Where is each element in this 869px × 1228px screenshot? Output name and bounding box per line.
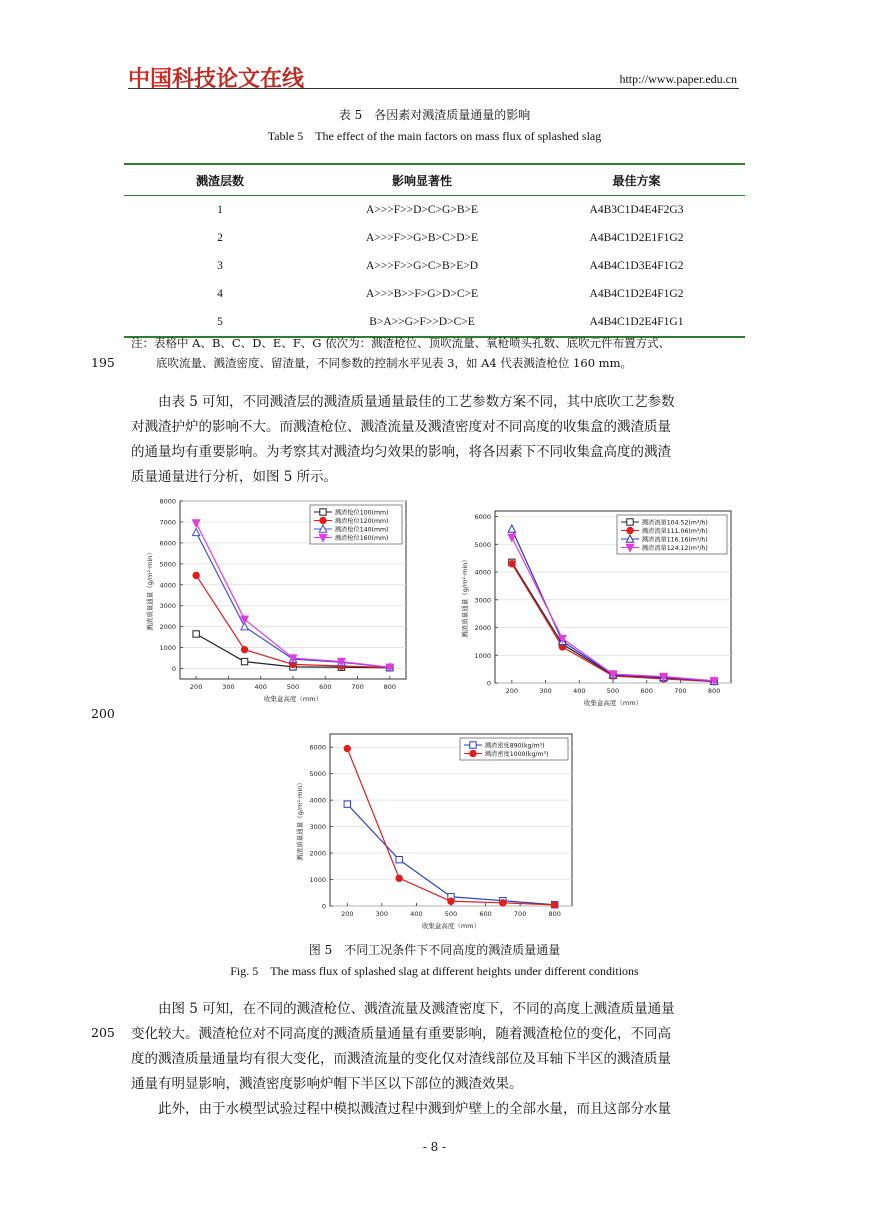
table-header-layers: 溅渣层数 xyxy=(124,164,316,196)
figure-caption-en: Fig. 5 The mass flux of splashed slag at different heights under different conditions xyxy=(230,964,639,978)
y-tick-label: 5000 xyxy=(474,540,491,549)
x-tick-label: 500 xyxy=(286,683,300,691)
y-axis-label: 溅渣质量通量（g/m²·min） xyxy=(146,549,154,631)
data-point xyxy=(448,898,454,904)
paragraph-line: 的通量均有重要影响。为考察其对溅渣均匀效果的影响，将各因素下不同收集盒高度的溅渣 xyxy=(131,444,671,460)
x-tick-label: 300 xyxy=(539,687,552,695)
table-row xyxy=(124,252,745,280)
x-tick-label: 400 xyxy=(254,683,267,691)
table-cell: A4B4C1D2E4F1G2 xyxy=(589,288,684,300)
x-tick-label: 400 xyxy=(573,687,586,695)
legend-label: 溅渣枪位100(mm) xyxy=(335,509,389,517)
table-caption-en: Table 5 The effect of the main factors on mass flux of splashed slag xyxy=(267,129,602,143)
line-number-195: 195 xyxy=(91,355,115,370)
table-cell: 3 xyxy=(217,260,223,272)
data-point xyxy=(552,902,558,908)
x-tick-label: 800 xyxy=(548,910,561,918)
y-tick-label: 6000 xyxy=(474,513,491,522)
x-tick-label: 300 xyxy=(375,910,389,918)
logo-part-b: 科技论文在线 xyxy=(172,67,305,92)
data-point xyxy=(509,561,515,567)
table-cell: B>A>>G>F>>D>C>E xyxy=(316,308,528,337)
x-tick-label: 600 xyxy=(479,910,492,918)
table-header-significance: 影响显著性 xyxy=(316,164,528,196)
y-axis-label: 溅渣质量通量（g/m²·min） xyxy=(296,779,304,861)
chart-flow-rate xyxy=(455,505,737,711)
table-cell: A>>>F>>G>C>B>E>D xyxy=(365,260,479,272)
legend-label: 溅渣密度1000(kg/m³) xyxy=(485,750,549,758)
paragraph-line: 度的溅渣质量通量均有很大变化，而溅渣流量的变化仅对渣线部位及耳轴下半区的溅渣质量 xyxy=(131,1051,671,1067)
y-tick-label: 2000 xyxy=(309,849,326,858)
legend-marker xyxy=(627,519,633,525)
y-tick-label: 4000 xyxy=(474,568,491,577)
data-point xyxy=(344,801,350,807)
x-tick-label: 600 xyxy=(319,683,332,691)
table-note-line-2: 底吹流量、溅渣密度、留渣量，不同参数的控制水平见表 3，如 A4 代表溅渣枪位 160 mm。 xyxy=(156,356,632,370)
legend-marker xyxy=(470,742,476,748)
table-cell: A>>>F>>D>C>G>B>E xyxy=(365,204,479,216)
y-tick-label: 0 xyxy=(321,902,326,911)
x-tick-label: 200 xyxy=(189,683,203,691)
data-point xyxy=(500,900,506,906)
y-tick-label: 0 xyxy=(171,665,176,674)
table-caption-cn: 表 5 各因素对溅渣质量通量的影响 xyxy=(338,108,531,122)
x-tick-label: 200 xyxy=(341,910,354,918)
table-row xyxy=(124,224,745,252)
legend-label: 溅渣流量104.52(m³/h) xyxy=(642,519,708,527)
legend-label: 溅渣枪位140(mm) xyxy=(335,526,389,534)
y-tick-label: 1000 xyxy=(474,651,491,660)
table-note-line-1: 注：表格中 A、B、C、D、E、F、G 依次为：溅渣枪位、顶吹流量、氧枪喷头孔数、底吹元件布置方式、 xyxy=(131,336,671,350)
line-number-200: 200 xyxy=(91,706,115,721)
data-point xyxy=(396,875,402,881)
paragraph-line: 此外，由于水模型试验过程中模拟溅渣过程中溅到炉壁上的全部水量，而且这部分水量 xyxy=(158,1101,671,1117)
x-axis-label: 收集盒高度（mm） xyxy=(583,699,643,707)
table-cell: A>>>B>>F>G>D>C>E xyxy=(365,288,479,300)
table-cell: A4B4C1D2E1F1G2 xyxy=(589,232,684,244)
y-tick-label: 6000 xyxy=(309,743,326,752)
y-tick-label: 3000 xyxy=(309,823,326,832)
legend-label: 溅渣流量111.06(m³/h) xyxy=(642,527,708,535)
paragraph-line: 变化较大。溅渣枪位对不同高度的溅渣质量通量有重要影响，随着溅渣枪位的变化，不同高 xyxy=(131,1026,671,1042)
y-tick-label: 6000 xyxy=(159,539,176,548)
y-tick-label: 4000 xyxy=(159,581,176,590)
table-cell: 2 xyxy=(217,232,223,244)
paragraph-line: 由表 5 可知，不同溅渣层的溅渣质量通量最佳的工艺参数方案不同，其中底吹工艺参数 xyxy=(158,394,675,410)
data-point xyxy=(241,646,247,652)
x-tick-label: 300 xyxy=(222,683,235,691)
legend-marker xyxy=(320,517,326,523)
y-tick-label: 3000 xyxy=(474,596,491,605)
legend-marker xyxy=(470,750,476,756)
data-point xyxy=(193,572,199,578)
header-url[interactable]: http://www.paper.edu.cn xyxy=(619,72,737,86)
x-tick-label: 800 xyxy=(383,683,397,691)
paragraph-line: 由图 5 可知，在不同的溅渣枪位、溅渣流量及溅渣密度下，不同的高度上溅渣质量通量 xyxy=(158,1001,675,1017)
y-tick-label: 4000 xyxy=(309,796,326,805)
table-row xyxy=(124,196,745,225)
data-point xyxy=(344,745,350,751)
legend-marker xyxy=(627,527,633,533)
line-number-205: 205 xyxy=(91,1025,115,1040)
x-tick-label: 800 xyxy=(707,687,721,695)
x-tick-label: 600 xyxy=(640,687,653,695)
table-cell: A>>>F>>G>B>C>D>E xyxy=(365,232,479,244)
paragraph-1 xyxy=(131,390,739,490)
data-point xyxy=(396,856,402,862)
data-point xyxy=(193,631,199,637)
table-note xyxy=(131,333,741,373)
legend-label: 溅渣枪位120(mm) xyxy=(335,517,389,525)
x-axis-label: 收集盒高度（mm） xyxy=(421,922,481,930)
table-row xyxy=(124,280,745,308)
data-point xyxy=(241,658,247,664)
table-cell: 1 xyxy=(217,204,223,216)
legend-label: 溅渣流量116.16(m³/h) xyxy=(642,536,708,544)
table-header-row xyxy=(124,164,745,196)
logo-part-a: 中国 xyxy=(128,67,173,92)
figure-caption-cn: 图 5 不同工况条件下不同高度的溅渣质量通量 xyxy=(308,943,561,957)
table-cell: A4B4C1D3E4F1G2 xyxy=(589,260,684,272)
y-tick-label: 1000 xyxy=(309,876,326,885)
x-tick-label: 400 xyxy=(410,910,423,918)
x-tick-label: 200 xyxy=(505,687,519,695)
table-5 xyxy=(124,163,745,338)
y-tick-label: 0 xyxy=(486,679,491,688)
y-tick-label: 3000 xyxy=(159,602,176,611)
y-tick-label: 2000 xyxy=(159,623,176,632)
x-tick-label: 500 xyxy=(444,910,458,918)
y-axis-label: 溅渣质量通量（g/m²·min） xyxy=(461,556,469,638)
table-header-best-scheme: 最佳方案 xyxy=(528,164,745,196)
chart-lance-height xyxy=(140,495,412,707)
legend-label: 溅渣密度890(kg/m³) xyxy=(485,742,545,750)
legend-label: 溅渣流量124.12(m³/h) xyxy=(642,544,708,552)
table-cell: 5 xyxy=(124,308,316,337)
paragraph-2 xyxy=(131,997,739,1097)
x-tick-label: 700 xyxy=(674,687,687,695)
y-tick-label: 2000 xyxy=(474,624,491,633)
chart-slag-density xyxy=(290,728,578,936)
table-cell: A4B4C1D2E4F1G1 xyxy=(528,308,745,337)
legend-label: 溅渣枪位160(mm) xyxy=(335,534,389,542)
y-tick-label: 5000 xyxy=(159,560,176,569)
paragraph-line: 质量通量进行分析，如图 5 所示。 xyxy=(131,469,338,485)
y-tick-label: 5000 xyxy=(309,770,326,779)
x-tick-label: 700 xyxy=(351,683,364,691)
table-cell: A4B3C1D4E4F2G3 xyxy=(589,204,684,216)
y-tick-label: 7000 xyxy=(159,518,176,527)
y-tick-label: 8000 xyxy=(159,497,176,506)
paragraph-line: 对溅渣护炉的影响不大。而溅渣枪位、溅渣流量及溅渣密度对不同高度的收集盒的溅渣质量 xyxy=(131,419,671,435)
x-tick-label: 700 xyxy=(513,910,527,918)
header-rule xyxy=(128,88,739,89)
x-axis-label: 收集盒高度（mm） xyxy=(263,695,323,703)
table-cell: 4 xyxy=(217,288,223,300)
x-tick-label: 500 xyxy=(606,687,620,695)
paragraph-3 xyxy=(131,1097,739,1122)
page-number: - 8 - xyxy=(422,1140,447,1154)
legend-marker xyxy=(320,509,326,515)
paragraph-line: 通量有明显影响，溅渣密度影响炉帽下半区以下部位的溅渣效果。 xyxy=(131,1076,523,1092)
y-tick-label: 1000 xyxy=(159,644,176,653)
